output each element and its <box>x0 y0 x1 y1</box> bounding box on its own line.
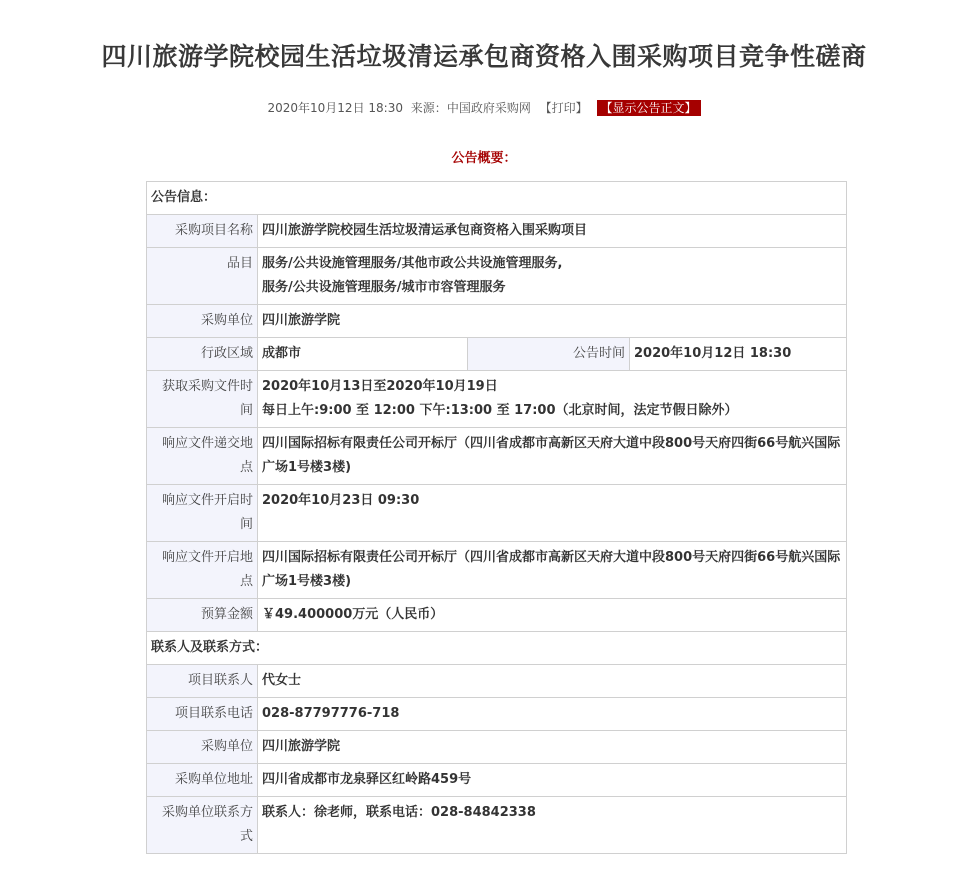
publish-datetime: 2020年10月12日 18:30 <box>267 101 403 115</box>
table-row <box>147 428 847 485</box>
doc-time-line: 每日上午:9:00 至 12:00 下午:13:00 至 17:00（北京时间，法定节假日除外） <box>262 403 738 418</box>
table-row <box>147 485 847 542</box>
purchaser-address-value: 四川省成都市龙泉驿区红岭路459号 <box>258 764 847 797</box>
section-title-contact: 联系人及联系方式： <box>147 632 847 665</box>
purchaser-contact-value: 联系人：徐老师，联系电话：028-84842338 <box>258 797 847 854</box>
page-title: 四川旅游学院校园生活垃圾清运承包商资格入围采购项目竞争性磋商 <box>101 42 867 71</box>
table-row <box>147 371 847 428</box>
contact-purchaser-value: 四川旅游学院 <box>258 731 847 764</box>
project-contact-value: 代女士 <box>258 665 847 698</box>
region-value: 成都市 <box>258 338 468 371</box>
table-row <box>147 665 847 698</box>
table-row <box>147 731 847 764</box>
row-label: 响应文件开启时间 <box>147 485 258 542</box>
row-label: 行政区域 <box>147 338 258 371</box>
row-label: 采购单位 <box>147 731 258 764</box>
table-row <box>147 338 847 371</box>
row-label: 品目 <box>147 248 258 305</box>
summary-title: 公告概要： <box>451 151 517 166</box>
row-label: 项目联系电话 <box>147 698 258 731</box>
section-row <box>147 182 847 215</box>
row-label: 预算金额 <box>147 599 258 632</box>
row-label: 采购单位联系方式 <box>147 797 258 854</box>
project-phone-value: 028-87797776-718 <box>258 698 847 731</box>
source-label: 来源： <box>410 101 447 115</box>
doc-time-value <box>258 371 847 428</box>
doc-time-line: 2020年10月13日至2020年10月19日 <box>262 379 498 394</box>
row-label: 采购单位 <box>147 305 258 338</box>
row-label: 响应文件开启地点 <box>147 542 258 599</box>
table-row <box>147 215 847 248</box>
table-row <box>147 305 847 338</box>
announcement-meta <box>0 99 968 116</box>
category-value <box>258 248 847 305</box>
source-name: 中国政府采购网 <box>446 101 531 115</box>
announcement-table <box>146 181 847 854</box>
announce-time-value: 2020年10月12日 18:30 <box>630 338 847 371</box>
row-label: 项目联系人 <box>147 665 258 698</box>
budget-value: ￥49.400000万元（人民币） <box>258 599 847 632</box>
open-time-value: 2020年10月23日 09:30 <box>258 485 847 542</box>
category-line: 服务/公共设施管理服务/其他市政公共设施管理服务, <box>262 256 563 271</box>
row-label: 采购单位地址 <box>147 764 258 797</box>
row-label: 公告时间 <box>468 338 630 371</box>
row-label: 采购项目名称 <box>147 215 258 248</box>
table-row <box>147 542 847 599</box>
show-full-text-button[interactable]: 【显示公告正文】 <box>597 100 701 116</box>
table-row <box>147 248 847 305</box>
submit-place-value: 四川国际招标有限责任公司开标厅（四川省成都市高新区天府大道中段800号天府四街66号航兴国际广场1号楼3楼) <box>258 428 847 485</box>
table-row <box>147 599 847 632</box>
category-line: 服务/公共设施管理服务/城市市容管理服务 <box>262 280 506 295</box>
table-row <box>147 764 847 797</box>
print-link[interactable]: 【打印】 <box>539 101 588 115</box>
open-place-value: 四川国际招标有限责任公司开标厅（四川省成都市高新区天府大道中段800号天府四街66号航兴国际广场1号楼3楼) <box>258 542 847 599</box>
section-title-info: 公告信息： <box>147 182 847 215</box>
purchaser-value: 四川旅游学院 <box>258 305 847 338</box>
table-row <box>147 698 847 731</box>
table-row <box>147 797 847 854</box>
row-label: 响应文件递交地点 <box>147 428 258 485</box>
project-name-value: 四川旅游学院校园生活垃圾清运承包商资格入围采购项目 <box>258 215 847 248</box>
section-row <box>147 632 847 665</box>
row-label: 获取采购文件时间 <box>147 371 258 428</box>
